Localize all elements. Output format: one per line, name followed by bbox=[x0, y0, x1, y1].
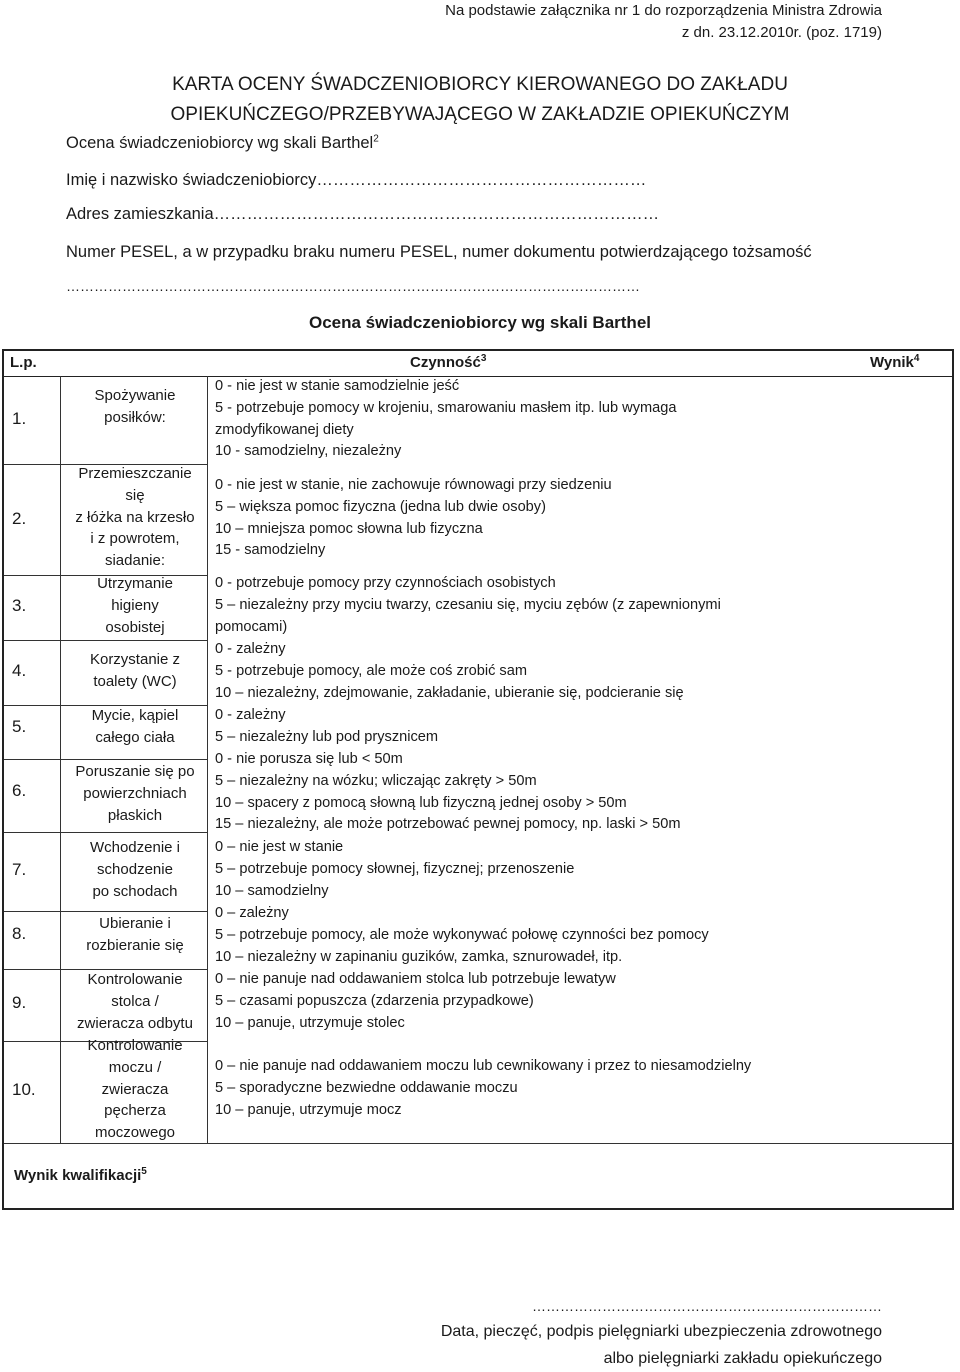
criteria-line: 10 - samodzielny, niezależny bbox=[215, 443, 402, 460]
activity-text: i z powrotem, bbox=[90, 530, 180, 548]
criteria-line: 15 – niezależny, ale może potrzebować pewnej pomocy, np. laski > 50m bbox=[215, 816, 681, 833]
activity-text: toalety (WC) bbox=[93, 672, 177, 690]
row-divider bbox=[4, 759, 207, 760]
row-number: 5. bbox=[12, 717, 27, 736]
card-title-line1: KARTA OCENY ŚWADCZENIOBIORCY KIEROWANEGO DO ZAKŁADU bbox=[172, 74, 788, 95]
pesel-label: Numer PESEL, a w przypadku braku numeru PESEL, numer dokumentu potwierdzającego tożsamość bbox=[66, 243, 812, 261]
row-number: 2. bbox=[12, 509, 27, 528]
criteria-line: 10 – niezależny w zapinaniu guzików, zamka, sznurowadeł, itp. bbox=[215, 948, 623, 965]
criteria-cell bbox=[215, 639, 684, 704]
criteria-line: 0 - nie jest w stanie, nie zachowuje równowagi przy siedzeniu bbox=[215, 477, 612, 493]
activity-text: osobistej bbox=[105, 618, 165, 636]
criteria-line: 0 – nie jest w stanie bbox=[215, 839, 344, 855]
activity-text: moczu / bbox=[108, 1058, 162, 1076]
activity-text: Mycie, kąpiel bbox=[91, 707, 179, 724]
activity-text: Spożywanie bbox=[94, 387, 176, 404]
criteria-line: 5 – potrzebuje pomocy, ale może wykonywać połowę czynności bez pomocy bbox=[215, 926, 709, 943]
criteria-line: pomocami) bbox=[215, 618, 288, 635]
row-number: 1. bbox=[12, 409, 27, 428]
activity-cell bbox=[62, 463, 208, 572]
row-number: 8. bbox=[12, 924, 27, 943]
activity-text: płaskich bbox=[107, 806, 163, 824]
legal-basis-date: z dn. 23.12.2010r. (poz. 1719) bbox=[681, 24, 882, 41]
criteria-line: 0 - zależny bbox=[215, 707, 286, 723]
activity-text: schodzenie bbox=[97, 860, 173, 878]
activity-text: Kontrolowanie bbox=[87, 1037, 183, 1054]
activity-text: Kontrolowanie bbox=[87, 971, 183, 988]
qualification-result-label bbox=[14, 1167, 147, 1184]
row-number: 9. bbox=[12, 993, 27, 1012]
activity-text: Poruszanie się po bbox=[75, 763, 195, 780]
criteria-line: 5 – czasami popuszcza (zdarzenia przypadkowe) bbox=[215, 992, 534, 1009]
address-field[interactable]: Adres zamieszkania……………………………………………………………………… bbox=[66, 205, 660, 223]
criteria-line: 10 – mniejsza pomoc słowna lub fizyczna bbox=[215, 520, 483, 537]
criteria-cell bbox=[215, 837, 574, 902]
criteria-line: 10 – samodzielny bbox=[215, 882, 329, 899]
header-activity-label: Czynność bbox=[410, 354, 481, 371]
table-title: Ocena świadczeniobiorcy wg skali Barthel bbox=[308, 313, 651, 332]
legal-basis-note: Na podstawie załącznika nr 1 do rozporządzenia Ministra Zdrowia bbox=[445, 2, 882, 19]
criteria-cell bbox=[215, 969, 616, 1034]
criteria-cell bbox=[215, 573, 721, 638]
criteria-line: 0 – nie panuje nad oddawaniem moczu lub cewnikowany i przez to niesamodzielny bbox=[215, 1058, 752, 1074]
activity-cell bbox=[62, 705, 208, 749]
criteria-cell bbox=[215, 705, 438, 749]
card-title-line2: OPIEKUŃCZEGO/PRZEBYWAJĄCEGO W ZAKŁADZIE OPIEKUŃCZYM bbox=[170, 104, 790, 125]
criteria-line: 0 – zależny bbox=[215, 905, 289, 921]
barthel-table bbox=[2, 349, 954, 1210]
criteria-line: 5 – niezależny przy myciu twarzy, czesaniu się, myciu zębów (z zapewnionymi bbox=[215, 596, 721, 613]
criteria-line: 10 – panuje, utrzymuje mocz bbox=[215, 1101, 402, 1118]
row-divider bbox=[4, 640, 207, 641]
activity-text: posiłków: bbox=[104, 408, 166, 426]
criteria-line: 5 – niezależny na wózku; wliczając zakręty > 50m bbox=[215, 772, 537, 789]
activity-text: Korzystanie z bbox=[89, 651, 181, 668]
criteria-line: 10 – niezależny, zdejmowanie, zakładanie, ubieranie się, podcieranie się bbox=[215, 684, 684, 701]
criteria-line: 0 – nie panuje nad oddawaniem stolca lub potrzebuje lewatyw bbox=[215, 971, 616, 987]
activity-text: zwieracza bbox=[101, 1080, 169, 1098]
activity-text: się bbox=[125, 486, 145, 504]
header-result-label: Wynik bbox=[870, 354, 914, 371]
activity-text: Ubieranie i bbox=[99, 915, 171, 932]
criteria-line: 0 - zależny bbox=[215, 641, 286, 657]
criteria-line: 0 - potrzebuje pomocy przy czynnościach osobistych bbox=[215, 575, 556, 591]
row-divider bbox=[4, 911, 207, 912]
row-divider bbox=[4, 832, 207, 833]
activity-text: powierzchniach bbox=[83, 784, 187, 802]
row-number: 7. bbox=[12, 860, 27, 879]
activity-text: zwieracza odbytu bbox=[77, 1014, 193, 1032]
activity-text: Przemieszczanie bbox=[78, 465, 192, 482]
scale-line-text: Ocena świadczeniobiorcy wg skali Barthel bbox=[66, 134, 374, 152]
activity-cell bbox=[62, 837, 208, 902]
criteria-line: 5 - potrzebuje pomocy w krojeniu, smarowaniu masłem itp. lub wymaga bbox=[215, 399, 677, 416]
criteria-line: 0 - nie porusza się lub < 50m bbox=[215, 751, 403, 767]
activity-text: Wchodzenie i bbox=[89, 839, 181, 856]
signature-dots[interactable]: ………………………………………………………………… bbox=[532, 1298, 882, 1314]
scale-line bbox=[66, 134, 379, 153]
criteria-cell bbox=[215, 749, 681, 836]
activity-cell bbox=[62, 649, 208, 693]
activity-text: rozbieranie się bbox=[86, 936, 184, 954]
footnote-4: 4 bbox=[913, 353, 920, 364]
patient-name-field[interactable]: Imię i nazwisko świadczeniobiorcy…………………………………………………… bbox=[66, 171, 647, 189]
activity-text: siadanie: bbox=[104, 552, 166, 570]
pesel-field[interactable]: …………………………………………………………………………………………………………… bbox=[66, 278, 640, 294]
header-activity bbox=[410, 354, 486, 371]
header-lp: L.p. bbox=[10, 354, 37, 371]
criteria-line: 10 – spacery z pomocą słowną lub fizyczną jednej osoby > 50m bbox=[215, 794, 627, 811]
criteria-line: 5 – niezależny lub pod prysznicem bbox=[215, 728, 439, 745]
result-label-text: Wynik kwalifikacji bbox=[14, 1167, 142, 1184]
footnote-3: 3 bbox=[480, 353, 487, 364]
criteria-line: 5 – sporadyczne bezwiedne oddawanie moczu bbox=[215, 1079, 518, 1096]
activity-cell bbox=[62, 573, 208, 638]
criteria-line: 10 – panuje, utrzymuje stolec bbox=[215, 1014, 405, 1031]
criteria-line: 5 - potrzebuje pomocy, ale może coś zrobić sam bbox=[215, 662, 528, 679]
header-result bbox=[870, 354, 919, 371]
row-number: 3. bbox=[12, 596, 27, 615]
activity-cell bbox=[62, 913, 208, 957]
activity-cell bbox=[62, 761, 208, 826]
criteria-cell bbox=[215, 376, 677, 463]
table-header-row bbox=[4, 351, 952, 377]
row-number: 4. bbox=[12, 661, 27, 680]
activity-text: stolca / bbox=[111, 992, 159, 1010]
criteria-line: zmodyfikowanej diety bbox=[215, 421, 354, 438]
activity-text: pęcherza bbox=[104, 1102, 166, 1120]
activity-text: Utrzymanie bbox=[97, 575, 173, 592]
footnote-5: 5 bbox=[141, 1166, 147, 1177]
criteria-line: 5 – potrzebuje pomocy słownej, fizycznej; przenoszenie bbox=[215, 860, 575, 877]
criteria-cell bbox=[215, 903, 709, 968]
activity-text: całego ciała bbox=[95, 728, 175, 746]
criteria-line: 15 - samodzielny bbox=[215, 542, 326, 559]
activity-text: z łóżka na krzesło bbox=[75, 508, 195, 526]
activity-cell bbox=[62, 969, 208, 1034]
activity-cell bbox=[62, 385, 208, 429]
signature-line2: albo pielęgniarki zakładu opiekuńczego bbox=[603, 1350, 882, 1367]
activity-cell bbox=[62, 1035, 208, 1144]
activity-text: po schodach bbox=[92, 882, 178, 900]
signature-line1: Data, pieczęć, podpis pielęgniarki ubezpieczenia zdrowotnego bbox=[440, 1323, 882, 1340]
activity-text: higieny bbox=[111, 596, 159, 614]
footnote-2: 2 bbox=[373, 133, 379, 145]
activity-text: moczowego bbox=[94, 1124, 176, 1142]
row-number: 10. bbox=[12, 1080, 36, 1099]
row-number: 6. bbox=[12, 781, 27, 800]
criteria-line: 5 – większa pomoc fizyczna (jedna lub dwie osoby) bbox=[215, 498, 546, 515]
criteria-cell bbox=[215, 475, 612, 562]
criteria-cell bbox=[215, 1056, 751, 1121]
criteria-line: 0 - nie jest w stanie samodzielnie jeść bbox=[215, 378, 460, 394]
